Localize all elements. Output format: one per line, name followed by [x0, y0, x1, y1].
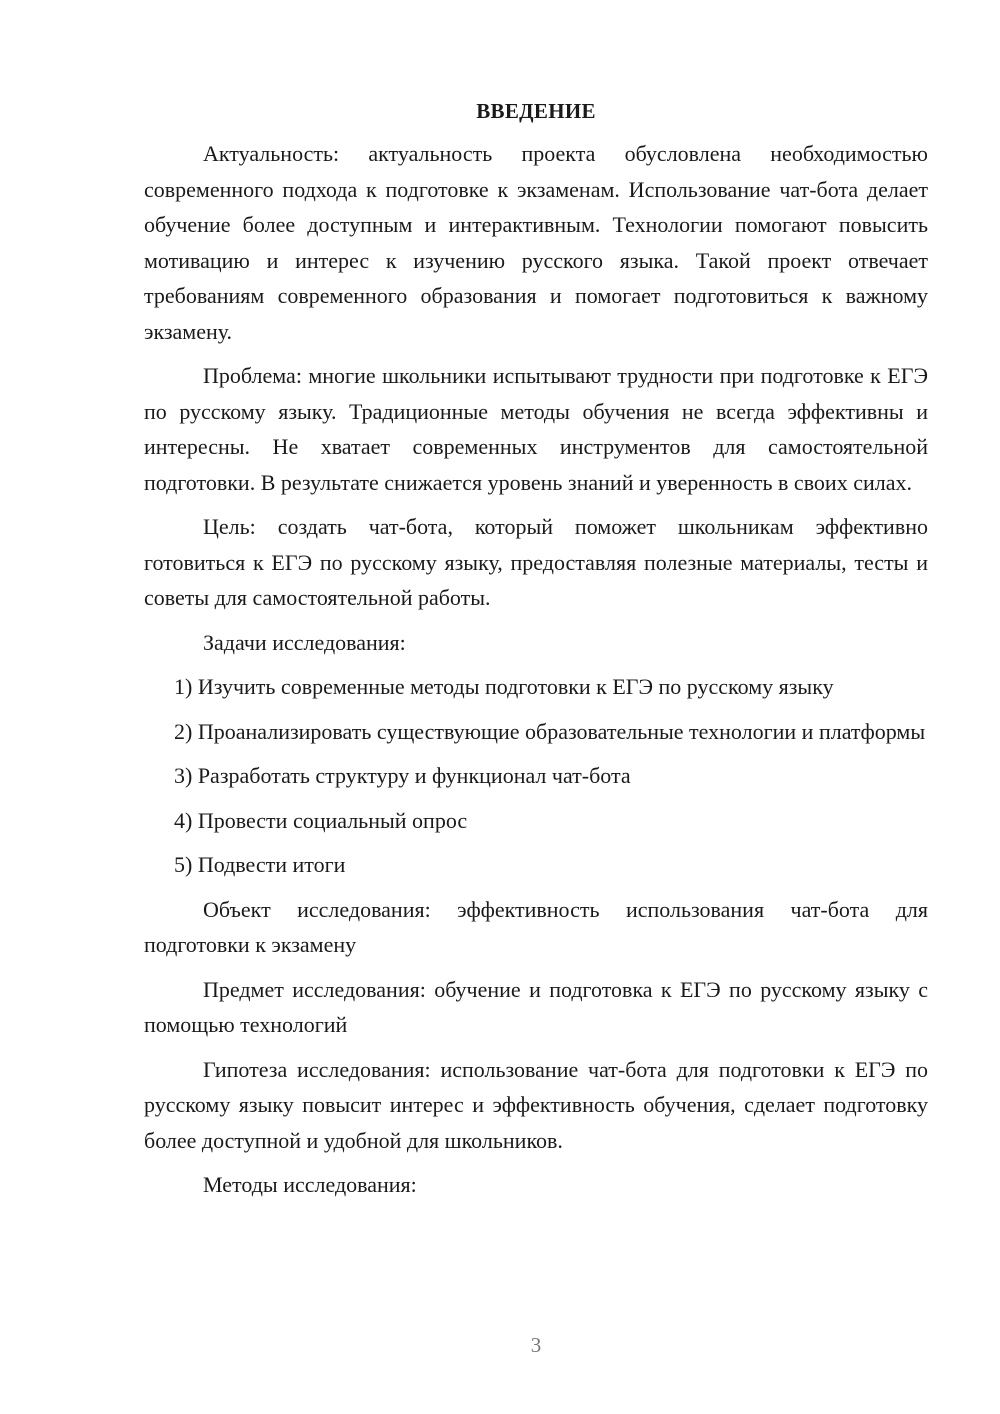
task-item-3: 3) Разработать структуру и функционал чат-бота — [174, 763, 631, 788]
paragraph-methods: Методы исследования: — [203, 1172, 417, 1197]
page-number: 3 — [530, 1333, 542, 1357]
paragraph-goal: Цель: создать чат-бота, который поможет школьникам эффективно готовиться к ЕГЭ по русскому языку, предоставляя полезные материалы, тесты и советы для самостоятельной работы. — [144, 514, 928, 610]
paragraph-object: Объект исследования: эффективность использования чат-бота для подготовки к экзамену — [144, 896, 928, 957]
paragraph-tasks-heading: Задачи исследования: — [203, 629, 406, 655]
task-item-4: 4) Провести социальный опрос — [174, 807, 468, 833]
paragraph-relevance: Актуальность: актуальность проекта обусловлена необходимостью современного подхода к подготовке к экзаменам. Использование чат-бота делает обучение более доступным и интерактивным. Технологии помогают повысить мотивацию и интерес к изучению русского языка. Такой проект отвечает требованиям современного образования и помогает подготовиться к важному экзамену. — [144, 141, 928, 344]
page-content — [144, 96, 928, 1212]
paragraph-subject: Предмет исследования: обучение и подготовка к ЕГЭ по русскому языку с помощью технологий — [144, 976, 928, 1037]
task-item-2: 2) Проанализировать существующие образовательные технологии и платформы — [174, 718, 926, 744]
section-title: ВВЕДЕНИЕ — [476, 99, 596, 123]
paragraph-problem: Проблема: многие школьники испытывают трудности при подготовке к ЕГЭ по русскому языку. Традиционные методы обучения не всегда эффективны и интересны. Не хватает современных инструментов для самостоятельной подготовки. В результате снижается уровень знаний и уверенность в своих силах. — [144, 363, 928, 495]
paragraph-hypothesis: Гипотеза исследования: использование чат-бота для подготовки к ЕГЭ по русскому языку повысит интерес и эффективность обучения, сделает подготовку более доступной и удобной для школьников. — [144, 1056, 928, 1153]
task-item-1: 1) Изучить современные методы подготовки к ЕГЭ по русскому языку — [174, 674, 834, 699]
task-item-5: 5) Подвести итоги — [174, 852, 346, 877]
